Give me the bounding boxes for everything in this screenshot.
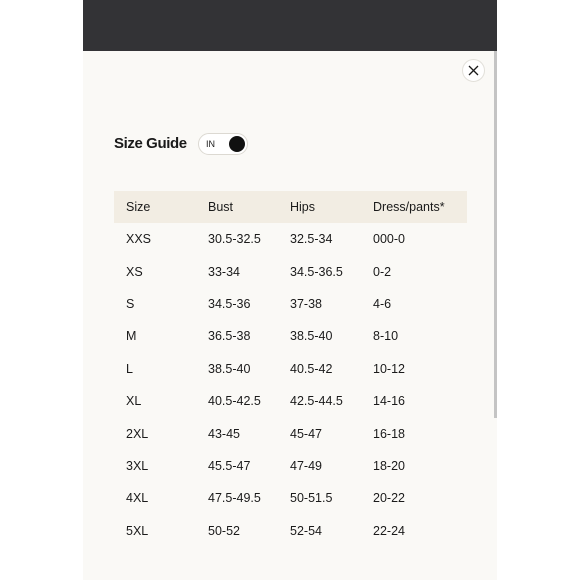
cell-bust: 38.5-40 (208, 361, 251, 376)
top-bar (83, 0, 497, 51)
cell-dress-pants: 8-10 (373, 329, 399, 344)
cell-bust: 33-34 (208, 264, 240, 279)
scrollbar[interactable] (494, 51, 497, 418)
table-row (114, 482, 467, 514)
column-header-bust: Bust (208, 200, 234, 214)
cell-size: L (126, 361, 133, 376)
table-row (114, 515, 467, 547)
cell-dress-pants: 20-22 (373, 491, 405, 506)
column-header-size: Size (126, 200, 151, 214)
cell-hips: 40.5-42 (290, 361, 333, 376)
cell-dress-pants: 000-0 (373, 232, 405, 247)
cell-hips: 37-38 (290, 296, 322, 311)
cell-bust: 50-52 (208, 523, 240, 538)
table-header-row (114, 191, 467, 223)
table-row (114, 223, 467, 255)
cell-size: XL (126, 394, 142, 409)
cell-hips: 52-54 (290, 523, 322, 538)
cell-dress-pants: 4-6 (373, 296, 392, 311)
table-body (114, 223, 467, 547)
cell-bust: 45.5-47 (208, 458, 251, 473)
table-row (114, 385, 467, 417)
table-row (114, 353, 467, 385)
table-row (114, 288, 467, 320)
cell-hips: 45-47 (290, 426, 322, 441)
cell-bust: 36.5-38 (208, 329, 251, 344)
cell-hips: 34.5-36.5 (290, 264, 343, 279)
cell-dress-pants: 18-20 (373, 458, 405, 473)
table-row (114, 417, 467, 449)
cell-size: M (126, 329, 137, 344)
cell-bust: 34.5-36 (208, 296, 251, 311)
unit-toggle-label: IN (206, 139, 215, 149)
toggle-knob (229, 136, 245, 152)
cell-size: 3XL (126, 458, 149, 473)
cell-dress-pants: 22-24 (373, 523, 405, 538)
cell-dress-pants: 0-2 (373, 264, 392, 279)
close-button[interactable] (462, 59, 485, 82)
cell-size: XS (126, 264, 143, 279)
column-header-dress-pants: Dress/pants* (373, 200, 445, 214)
cell-size: 5XL (126, 523, 149, 538)
cell-hips: 50-51.5 (290, 491, 333, 506)
cell-bust: 40.5-42.5 (208, 394, 261, 409)
cell-hips: 38.5-40 (290, 329, 333, 344)
cell-hips: 42.5-44.5 (290, 394, 343, 409)
cell-size: 2XL (126, 426, 149, 441)
cell-size: 4XL (126, 491, 149, 506)
column-header-hips: Hips (290, 200, 316, 214)
table-row (114, 320, 467, 352)
cell-dress-pants: 16-18 (373, 426, 405, 441)
unit-toggle[interactable] (198, 133, 248, 155)
cell-size: XXS (126, 232, 152, 247)
cell-hips: 32.5-34 (290, 232, 333, 247)
table-row (114, 255, 467, 287)
cell-bust: 43-45 (208, 426, 240, 441)
cell-bust: 30.5-32.5 (208, 232, 261, 247)
size-table (114, 191, 467, 547)
table-row (114, 450, 467, 482)
modal-title: Size Guide (114, 135, 187, 152)
close-icon (468, 65, 479, 76)
cell-dress-pants: 10-12 (373, 361, 405, 376)
cell-dress-pants: 14-16 (373, 394, 405, 409)
cell-bust: 47.5-49.5 (208, 491, 261, 506)
cell-hips: 47-49 (290, 458, 322, 473)
cell-size: S (126, 296, 135, 311)
